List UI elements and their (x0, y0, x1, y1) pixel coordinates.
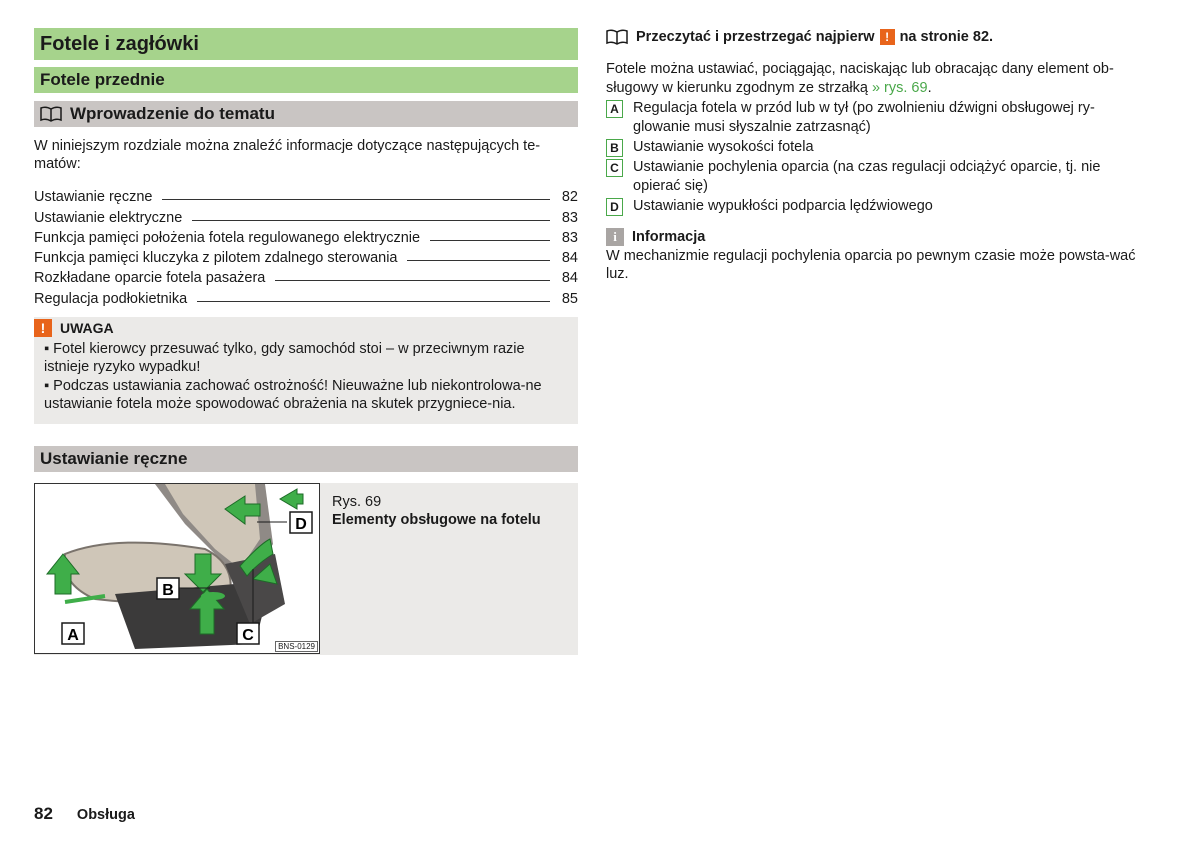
info-text: W mechanizmie regulacji pochylenia oparcia po pewnym czasie może powsta-wać luz. (606, 247, 1136, 282)
figure-ref: Rys. 69 (332, 493, 382, 510)
figure (34, 483, 578, 655)
legend-key: B (606, 139, 623, 157)
toc-row[interactable] (34, 226, 578, 246)
intro-heading-label: Wprowadzenie do tematu (70, 104, 275, 123)
toc-row[interactable] (34, 246, 578, 266)
toc-leader (275, 280, 550, 281)
legend-text: Ustawianie pochylenia oparcia (na czas regulacji odciążyć oparcie, tj. nie opierać się) (633, 159, 1101, 194)
toc-label: Regulacja podłokietnika (34, 290, 188, 307)
info-title: Informacja (632, 228, 706, 245)
toc-label: Funkcja pamięci położenia fotela regulowanego elektrycznie (34, 229, 421, 246)
warning-icon: ! (34, 319, 52, 337)
toc-row[interactable] (34, 185, 578, 205)
legend-list (606, 99, 1146, 216)
intro-heading (34, 101, 578, 127)
read-first-page: na stronie 82. (899, 29, 994, 45)
toc-label: Ustawianie elektryczne (34, 209, 183, 226)
toc-page: 83 (561, 229, 578, 246)
warning-box (34, 317, 578, 424)
intro-paragraph (606, 60, 1146, 97)
intro-text: W niniejszym rozdziale można znaleźć informacje dotyczące następujących te-matów: (34, 138, 541, 172)
figure-link[interactable]: » rys. 69 (871, 79, 928, 96)
warning-title: UWAGA (60, 319, 114, 336)
paragraph-end: . (927, 79, 932, 96)
section-title: Fotele przednie (34, 67, 578, 93)
table-of-contents (34, 185, 578, 307)
figure-title: Elementy obsługowe na fotelu (332, 512, 541, 529)
warning-item: ▪ Podczas ustawiania zachować ostrożność! Nieuważne lub niekontrolowa-ne ustawianie fotela może spowodować obrażenia na skutek przygniece-nia. (44, 377, 542, 413)
read-first-text: Przeczytać i przestrzegać najpierw (636, 29, 875, 45)
legend-key: A (606, 100, 623, 118)
legend-item (606, 99, 1146, 136)
warning-heading (34, 319, 564, 337)
fig-label-a: A (67, 626, 79, 644)
toc-label: Rozkładane oparcie fotela pasażera (34, 270, 266, 287)
info-icon: i (606, 228, 624, 246)
seat-drawing (35, 484, 319, 653)
toc-label: Funkcja pamięci kluczyka z pilotem zdalnego sterowania (34, 250, 398, 267)
paragraph-text: Fotele można ustawiać, pociągając, naciskając lub obracając dany element ob-sługowy w kierunku zgodnym ze strzałką (606, 61, 1114, 96)
toc-page: 84 (561, 250, 578, 267)
toc-leader (430, 240, 550, 241)
toc-row[interactable] (34, 205, 578, 225)
right-column (606, 28, 1146, 284)
fig-label-c: C (242, 626, 254, 644)
toc-label: Ustawianie ręczne (34, 189, 153, 206)
legend-item (606, 197, 1146, 216)
page-number: 82 (34, 804, 53, 823)
footer-section: Obsługa (76, 807, 135, 823)
fig-label-d: D (295, 515, 307, 533)
seat-illustration (34, 483, 320, 654)
toc-leader (192, 220, 550, 221)
book-icon (606, 29, 628, 45)
toc-page: 82 (561, 189, 578, 206)
toc-leader (407, 260, 550, 261)
chapter-title: Fotele i zagłówki (34, 28, 578, 60)
warning-item: ▪ Fotel kierowcy przesuwać tylko, gdy samochód stoi – w przeciwnym razie istnieje ryzyko wypadku! (44, 340, 525, 376)
toc-leader (197, 301, 550, 302)
page-footer (34, 804, 135, 824)
figure-code: BNS-0129 (275, 641, 318, 652)
read-first-note (606, 28, 1146, 46)
legend-text: Ustawianie wypukłości podparcia lędźwiowego (633, 197, 933, 214)
legend-item (606, 138, 1146, 157)
toc-row[interactable] (34, 266, 578, 286)
fig-label-b: B (162, 581, 174, 599)
figure-caption (320, 483, 541, 655)
toc-row[interactable] (34, 286, 578, 306)
warning-icon: ! (880, 29, 895, 45)
toc-page: 83 (561, 209, 578, 226)
left-column (34, 28, 578, 655)
legend-text: Regulacja fotela w przód lub w tył (po zwolnieniu dźwigni obsługowej ry-glowanie musi słyszalnie zatrzasnąć) (633, 100, 1095, 135)
section-heading-manual: Ustawianie ręczne (34, 446, 578, 472)
legend-key: D (606, 198, 623, 216)
legend-item (606, 158, 1146, 195)
info-heading (606, 228, 1146, 246)
toc-leader (162, 199, 550, 200)
toc-page: 84 (561, 270, 578, 287)
legend-text: Ustawianie wysokości fotela (633, 138, 814, 155)
legend-key: C (606, 159, 623, 177)
toc-page: 85 (561, 290, 578, 307)
book-icon (40, 106, 62, 122)
